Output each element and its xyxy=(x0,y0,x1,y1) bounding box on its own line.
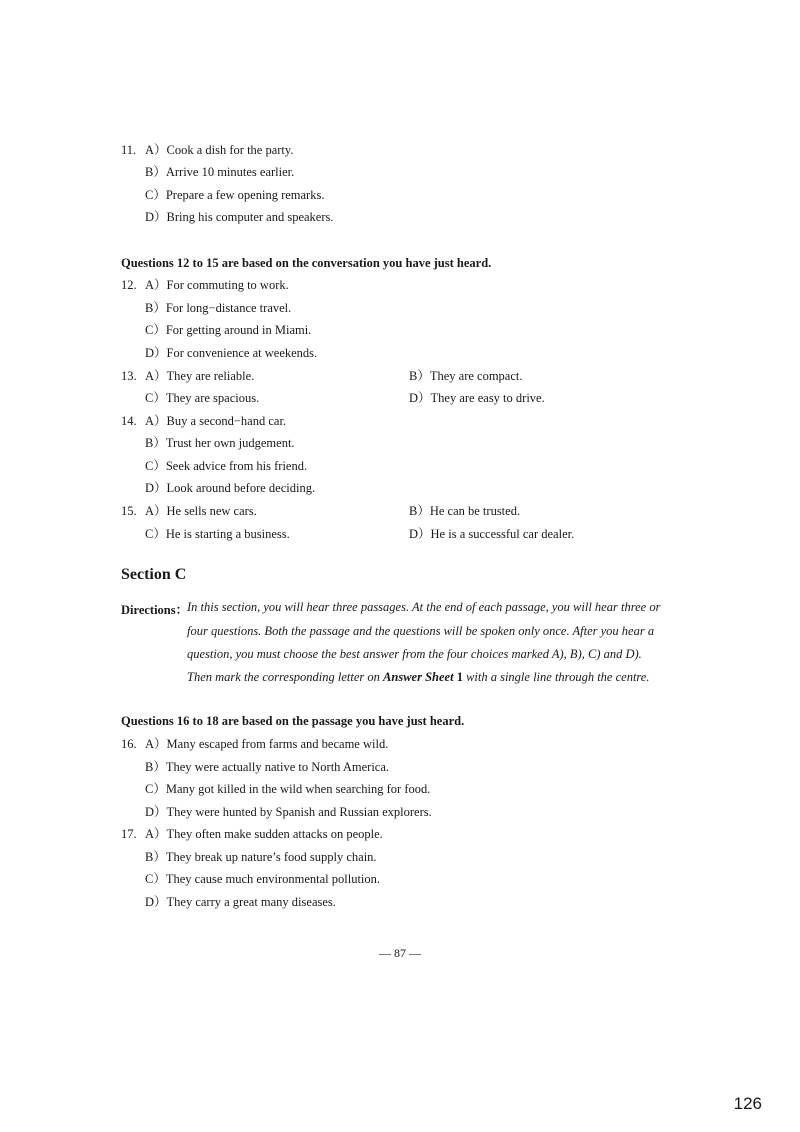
question-number-14: 14. xyxy=(121,414,137,428)
q16-option-d: D）They were hunted by Spanish and Russian explorers. xyxy=(145,805,432,819)
directions-label: Directions： xyxy=(121,603,189,617)
q17-option-d: D）They carry a great many diseases. xyxy=(145,895,336,909)
question-number-16: 16. xyxy=(121,737,137,751)
q14-option-c: C）Seek advice from his friend. xyxy=(145,459,308,473)
page-number: — 87 — xyxy=(379,946,421,960)
q11-option-c: C）Prepare a few opening remarks. xyxy=(145,188,325,202)
q16-option-a: A）Many escaped from farms and became wild. xyxy=(145,737,389,751)
directions-line-4-prefix: Then mark the corresponding letter on xyxy=(187,670,384,684)
q13-option-c: C）They are spacious. xyxy=(145,391,260,405)
q12-option-c: C）For getting around in Miami. xyxy=(145,323,312,337)
answer-sheet-label: Answer Sheet xyxy=(383,670,454,684)
q13-option-b: B）They are compact. xyxy=(409,369,523,383)
section-c-title: Section C xyxy=(121,566,187,583)
q13-option-a: A）They are reliable. xyxy=(145,369,255,383)
q15-option-a: A）He sells new cars. xyxy=(145,504,257,518)
q15-option-d: D）He is a successful car dealer. xyxy=(409,527,575,541)
directions-line-2: four questions. Both the passage and the questions will be spoken only once. After you hear a xyxy=(187,624,655,638)
question-number-15: 15. xyxy=(121,504,137,518)
q12-option-b: B）For long−distance travel. xyxy=(145,301,292,315)
q17-option-c: C）They cause much environmental pollution. xyxy=(145,872,381,886)
q12-option-d: D）For convenience at weekends. xyxy=(145,346,318,360)
scan-page-number: 126 xyxy=(733,1094,762,1113)
directions-line-4-suffix: with a single line through the centre. xyxy=(462,670,650,684)
group-heading-12-15: Questions 12 to 15 are based on the conversation you have just heard. xyxy=(121,256,492,270)
q14-option-b: B）Trust her own judgement. xyxy=(145,436,295,450)
q11-option-d: D）Bring his computer and speakers. xyxy=(145,210,334,224)
q14-option-a: A）Buy a second−hand car. xyxy=(145,414,287,428)
directions-line-3: question, you must choose the best answer from the four choices marked A), B), C) and D). xyxy=(187,647,642,661)
q12-option-a: A）For commuting to work. xyxy=(145,278,289,292)
directions-line-4 xyxy=(187,670,650,685)
question-number-17: 17. xyxy=(121,827,137,841)
q17-option-b: B）They break up nature’s food supply chain. xyxy=(145,850,377,864)
question-number-13: 13. xyxy=(121,369,137,383)
answer-sheet-number: 1 xyxy=(453,670,463,684)
q16-option-b: B）They were actually native to North America. xyxy=(145,760,390,774)
q14-option-d: D）Look around before deciding. xyxy=(145,481,316,495)
q17-option-a: A）They often make sudden attacks on people. xyxy=(145,827,383,841)
question-number-12: 12. xyxy=(121,278,137,292)
q15-option-c: C）He is starting a business. xyxy=(145,527,290,541)
q15-option-b: B）He can be trusted. xyxy=(409,504,521,518)
question-number-11: 11. xyxy=(121,143,137,157)
q11-option-a: A）Cook a dish for the party. xyxy=(145,143,294,157)
q11-option-b: B）Arrive 10 minutes earlier. xyxy=(145,165,295,179)
group-heading-16-18: Questions 16 to 18 are based on the passage you have just heard. xyxy=(121,714,465,728)
q16-option-c: C）Many got killed in the wild when searching for food. xyxy=(145,782,431,796)
q13-option-d: D）They are easy to drive. xyxy=(409,391,545,405)
directions-line-1: In this section, you will hear three passages. At the end of each passage, you will hear three or xyxy=(187,600,661,614)
